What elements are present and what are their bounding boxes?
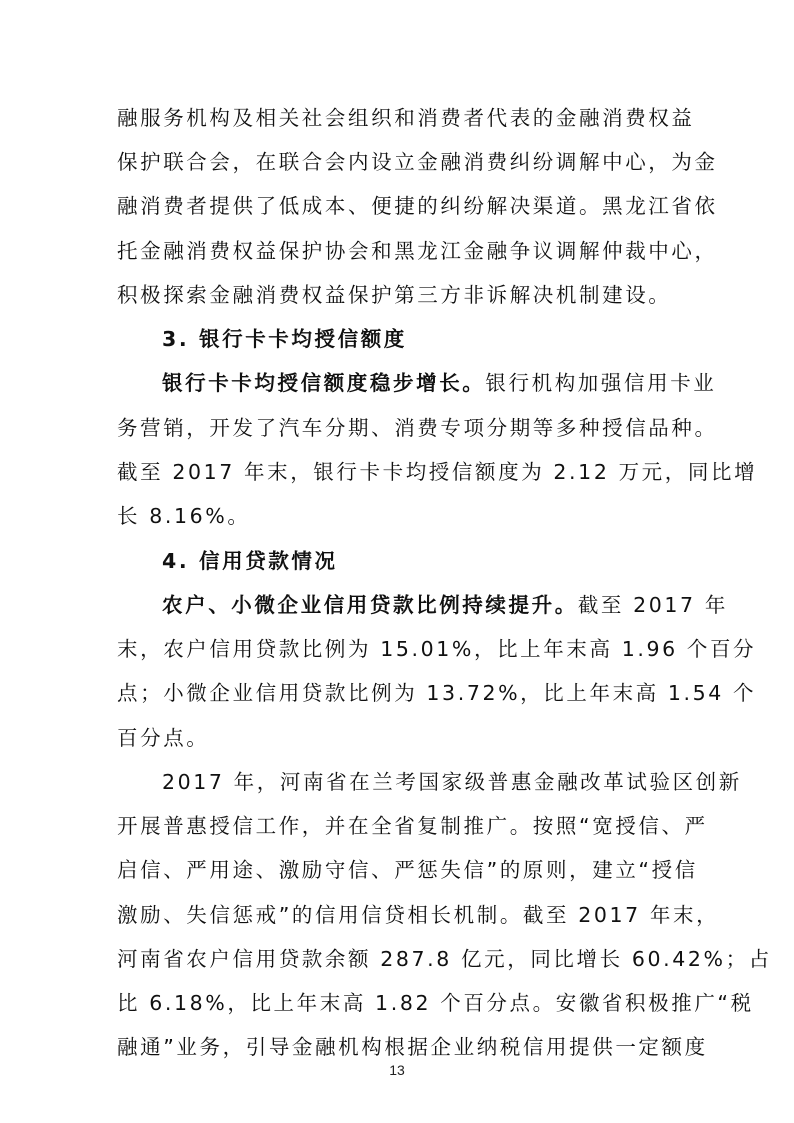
paragraph-line: 长 8.16%。 [117,504,251,528]
paragraph-line: 融服务机构及相关社会组织和消费者代表的金融消费权益 [117,106,695,130]
paragraph-line [162,368,717,398]
paragraph-line: 截至 2017 年末，银行卡卡均授信额度为 2.12 万元，同比增 [117,460,758,484]
bold-lead: 农户、小微企业信用贷款比例持续提升。 [162,593,578,617]
paragraph-line: 点；小微企业信用贷款比例为 13.72%，比上年末高 1.54 个 [117,681,757,705]
section-heading: 3. 银行卡卡均授信额度 [162,327,407,351]
paragraph-line: 比 6.18%，比上年末高 1.82 个百分点。安徽省积极推广“税 [117,991,754,1015]
paragraph-line: 保护联合会，在联合会内设立金融消费纠纷调解中心，为金 [117,150,718,174]
paragraph-line: 百分点。 [117,726,210,750]
paragraph-line: 务营销，开发了汽车分期、消费专项分期等多种授信品种。 [117,416,718,440]
section-heading: 4. 信用贷款情况 [162,549,338,573]
paragraph-line: 2017 年，河南省在兰考国家级普惠金融改革试验区创新 [162,770,742,794]
paragraph-line: 启信、严用途、激励守信、严惩失信”的原则，建立“授信 [117,858,698,882]
paragraph-line: 激励、失信惩戒”的信用信贷相长机制。截至 2017 年末， [117,903,720,927]
paragraph-text: 银行机构加强信用卡业 [485,371,717,395]
paragraph-line: 融消费者提供了低成本、便捷的纠纷解决渠道。黑龙江省依 [117,194,718,218]
paragraph-line: 开展普惠授信工作，并在全省复制推广。按照“宽授信、严 [117,814,708,838]
paragraph-line: 积极探索金融消费权益保护第三方非诉解决机制建设。 [117,283,672,307]
paragraph-line: 河南省农户信用贷款余额 287.8 亿元，同比增长 60.42%；占 [117,947,772,971]
paragraph-text: 截至 2017 年 [577,593,728,617]
page-number: 13 [389,1062,405,1078]
bold-lead: 银行卡卡均授信额度稳步增长。 [162,371,486,395]
paragraph-line [162,590,728,620]
paragraph-line: 末，农户信用贷款比例为 15.01%，比上年末高 1.96 个百分 [117,637,757,661]
paragraph-line: 托金融消费权益保护协会和黑龙江金融争议调解仲裁中心， [117,239,718,263]
paragraph-line: 融通”业务，引导金融机构根据企业纳税信用提供一定额度 [117,1035,708,1059]
